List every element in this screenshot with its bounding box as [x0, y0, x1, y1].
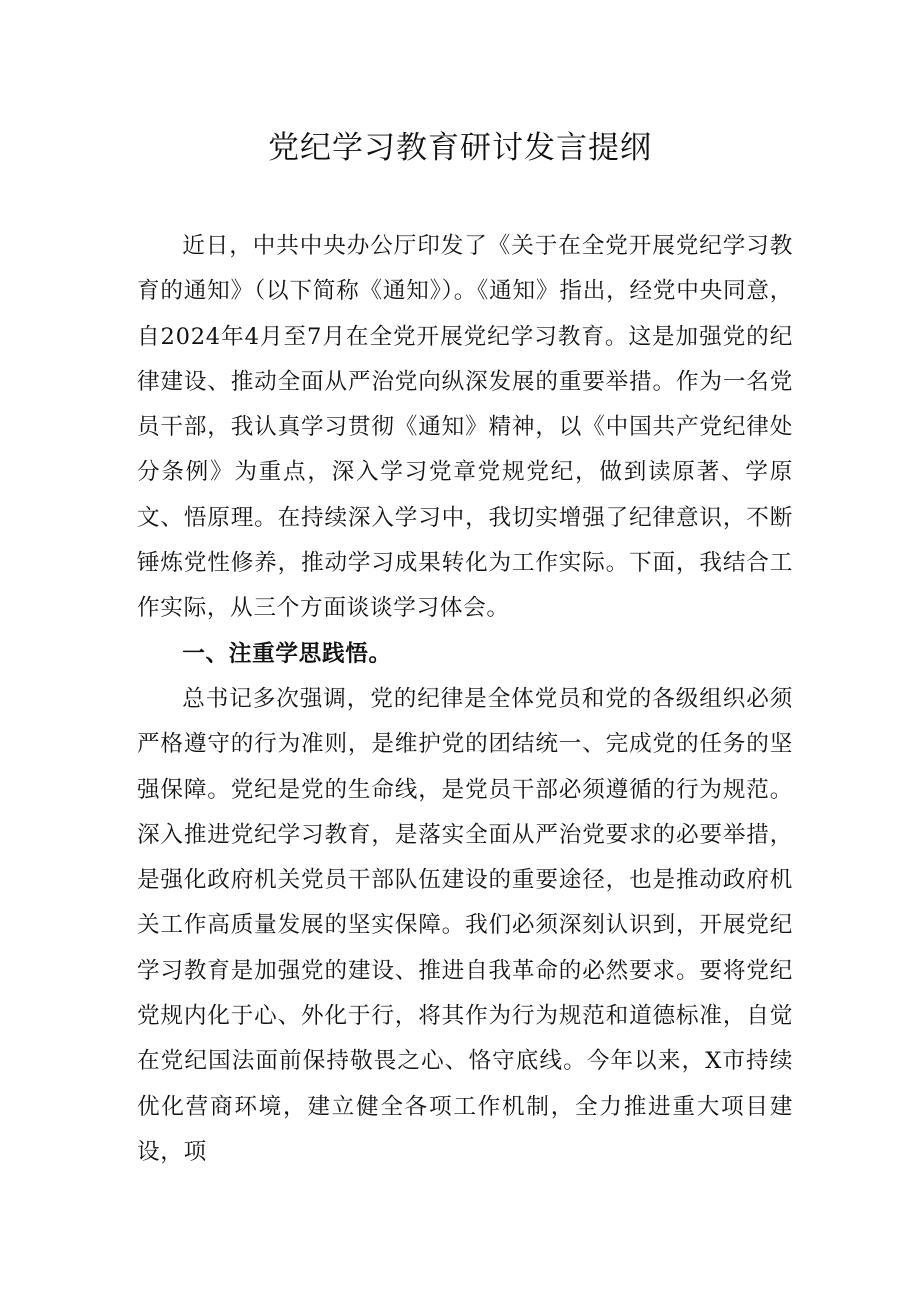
- document-body: [137, 224, 793, 1175]
- intro-paragraph: 近日，中共中央办公厅印发了《关于在全党开展党纪学习教育的通知》（以下简称《通知》）。《通知》指出，经党中央同意，自2024年4月至7月在全党开展党纪学习教育。这是加强党的纪律建设、推动全面从严治党向纵深发展的重要举措。作为一名党员干部，我认真学习贯彻《通知》精神，以《中国共产党纪律处分条例》为重点，深入学习党章党规党纪，做到读原著、学原文、悟原理。在持续深入学习中，我切实增强了纪律意识，不断锤炼党性修养，推动学习成果转化为工作实际。下面，我结合工作实际，从三个方面谈谈学习体会。: [137, 233, 793, 622]
- document-title: 党纪学习教育研讨发言提纲: [268, 130, 652, 166]
- section-1-paragraph: 总书记多次强调，党的纪律是全体党员和党的各级组织必须严格遵守的行为准则，是维护党的团结统一、完成党的任务的坚强保障。党纪是党的生命线，是党员干部必须遵循的行为规范。深入推进党纪学习教育，是落实全面从严治党要求的必要举措，是强化政府机关党员干部队伍建设的重要途径，也是推动政府机关工作高质量发展的坚实保障。我们必须深刻认识到，开展党纪学习教育是加强党的建设、推进自我革命的必然要求。要将党纪党规内化于心、外化于行，将其作为行为规范和道德标准，自觉在党纪国法面前保持敬畏之心、恪守底线。今年以来，X市持续优化营商环境，建立健全各项工作机制，全力推进重大项目建设，项: [137, 685, 793, 1165]
- section-heading-1: 一、注重学思践悟。: [182, 640, 392, 667]
